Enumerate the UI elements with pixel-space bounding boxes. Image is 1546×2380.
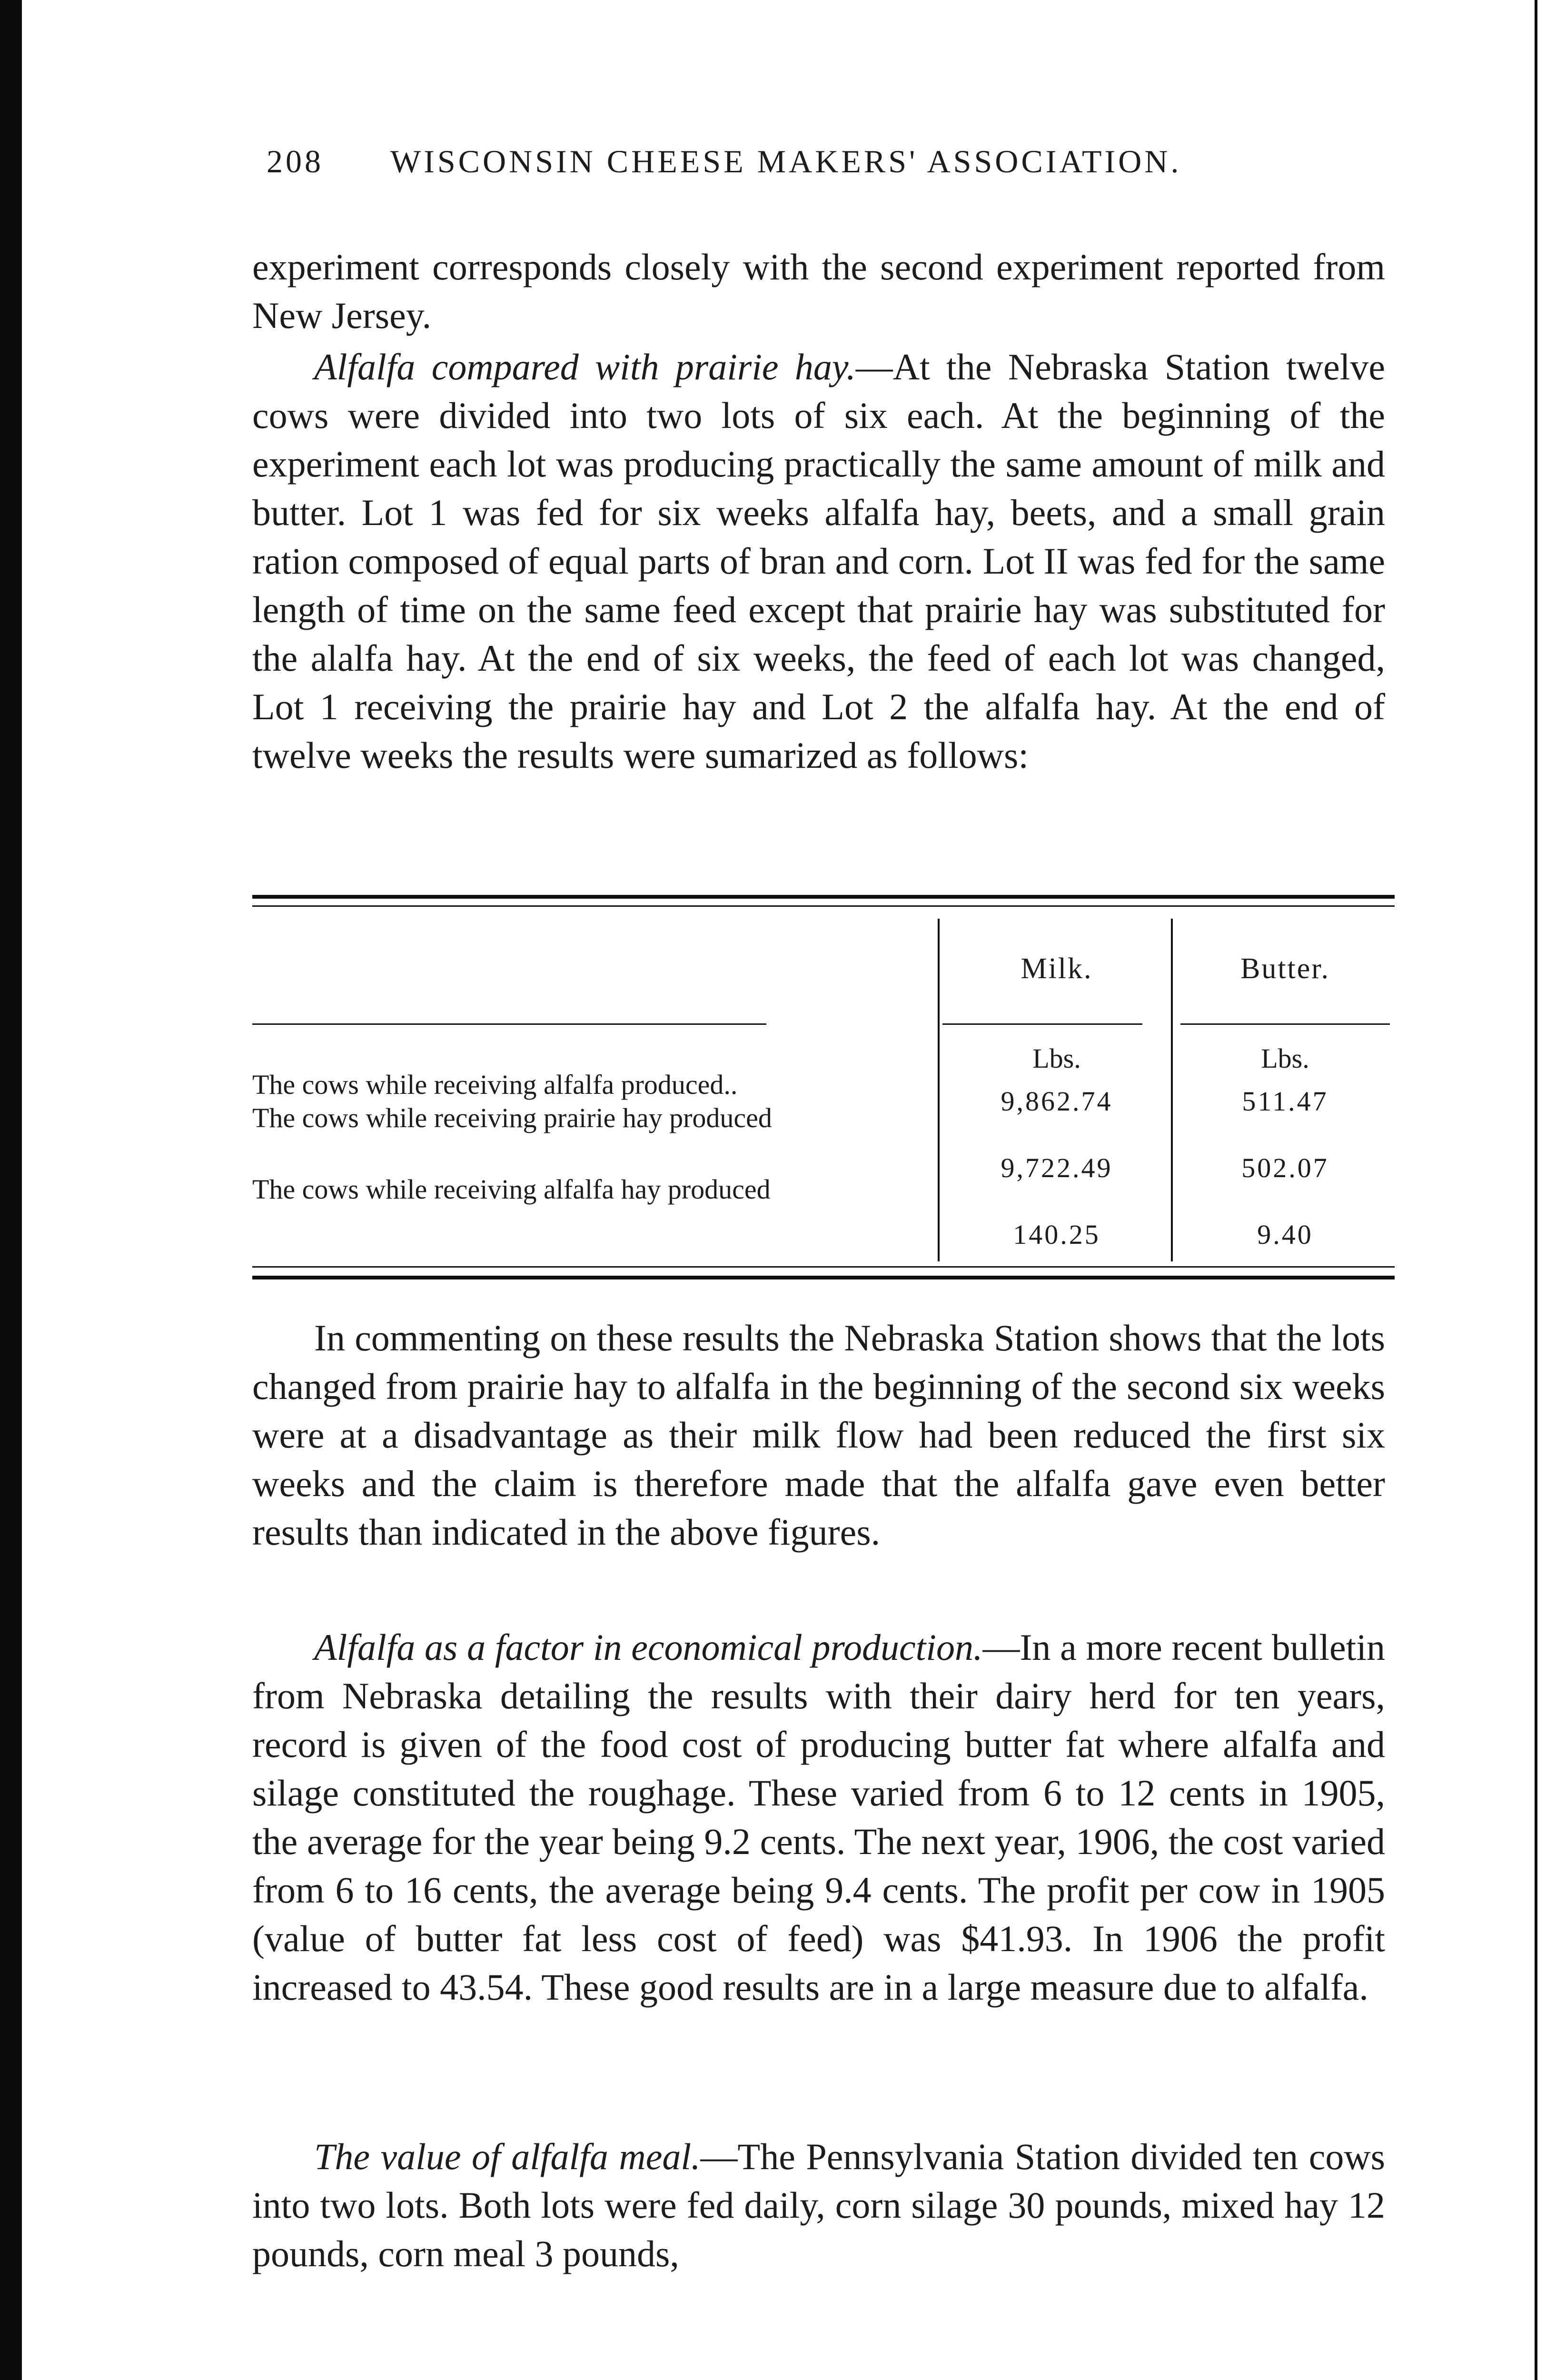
paragraph-2 <box>252 343 1385 780</box>
table-top-rule-thin <box>252 905 1395 907</box>
unit-butter: Lbs. <box>1261 1043 1309 1074</box>
paragraph-2-body: —At the Nebraska Station twelve cows were divided into two lots of six each. At the beginning of the experiment each lot was producing practically the same amount of milk and butter. Lot 1 was fed for six weeks alfalfa hay, beets, and a small grain ration composed of equal parts of bran and corn. Lot II was fed for the same length of time on the same feed except that prairie hay was substituted for the alalfa hay. At the end of six weeks, the feed of each lot was changed, Lot 1 receiving the prairie hay and Lot 2 the alfalfa hay. At the end of twelve weeks the results were sumarized as follows: <box>252 346 1386 776</box>
table-cell-butter: 502.07 <box>1241 1152 1329 1183</box>
table-label-rule <box>252 1023 766 1025</box>
results-table <box>252 895 1395 1285</box>
table-top-rule <box>252 895 1395 899</box>
paragraph-3: In commenting on these results the Nebraska Station shows that the lots changed from prairie hay to alfalfa in the beginning of the second six weeks were at a disadvantage as their milk flow had been reduced the first six weeks and the claim is therefore made that the alfalfa gave even better results than indicated in the above figures. <box>252 1317 1385 1553</box>
table-cell-milk: 9,862.74 <box>1001 1086 1113 1117</box>
left-page-edge <box>0 0 22 2380</box>
table-bottom-rule-thin <box>252 1266 1395 1268</box>
running-title: WISCONSIN CHEESE MAKERS' ASSOCIATION. <box>390 143 1182 179</box>
paragraph-4 <box>252 1623 1385 2012</box>
table-cell-milk: 9,722.49 <box>1001 1152 1113 1183</box>
unit-milk: Lbs. <box>1032 1043 1081 1074</box>
paragraph-1: experiment corresponds closely with the second experiment reported from New Jersey. <box>252 246 1385 336</box>
table-cell-butter: 9.40 <box>1257 1219 1313 1250</box>
table-row-label: The cows while receiving prairie hay produced <box>252 1102 772 1133</box>
right-page-edge <box>1535 0 1537 2380</box>
section-heading-economical-production: Alfalfa as a factor in economical production. <box>314 1626 983 1668</box>
column-header-butter: Butter. <box>1240 952 1330 985</box>
section-heading-alfalfa-vs-prairie: Alfalfa compared with prairie hay. <box>314 346 856 387</box>
table-milk-rule <box>942 1023 1142 1025</box>
paragraph-5 <box>252 2132 1385 2278</box>
table-divider-1 <box>938 919 940 1261</box>
section-heading-alfalfa-meal: The value of alfalfa meal. <box>314 2136 701 2177</box>
table-row-label: The cows while receiving alfalfa produced.. <box>252 1069 738 1100</box>
table-butter-rule <box>1180 1023 1390 1025</box>
table-bottom-rule <box>252 1276 1395 1279</box>
column-header-milk: Milk. <box>1021 952 1093 985</box>
table-cell-butter: 511.47 <box>1242 1086 1328 1117</box>
table-row-label: The cows while receiving alfalfa hay produced <box>252 1174 771 1205</box>
paragraph-5-body: —The Pennsylvania Station divided ten cows into two lots. Both lots were fed daily, corn silage 30 pounds, mixed hay 12 pounds, corn meal 3 pounds, <box>252 2136 1386 2274</box>
table-cell-milk: 140.25 <box>1013 1219 1100 1250</box>
table-divider-2 <box>1171 919 1173 1261</box>
paragraph-4-body: —In a more recent bulletin from Nebraska detailing the results with their dairy herd for ten years, record is given of the food cost of producing butter fat where alfalfa and silage constituted the roughage. These varied from 6 to 12 cents in 1905, the average for the year being 9.2 cents. The next year, 1906, the cost varied from 6 to 16 cents, the average being 9.4 cents. The profit per cow in 1905 (value of butter fat less cost of feed) was $41.93. In 1906 the profit increased to 43.54. These good results are in a large measure due to alfalfa. <box>252 1626 1386 2008</box>
page-number: 208 <box>267 143 324 179</box>
running-head <box>267 143 1266 180</box>
